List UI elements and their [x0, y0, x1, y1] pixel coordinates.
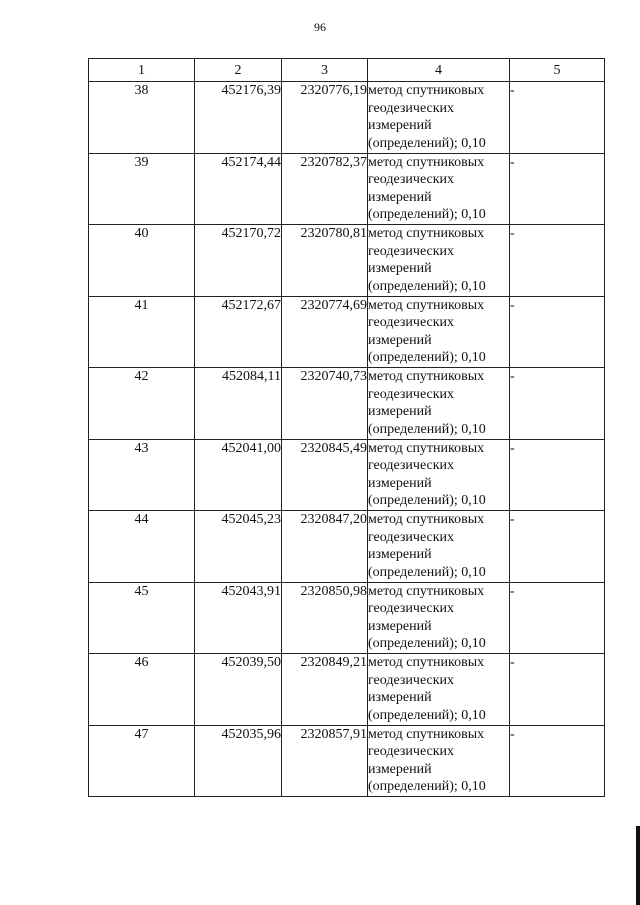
x-coordinate-cell: 452174,44 [195, 153, 282, 225]
y-coordinate-cell: 2320849,21 [282, 654, 368, 726]
method-line: измерений [368, 189, 432, 205]
point-number-cell: 42 [89, 368, 195, 440]
method-cell [368, 296, 510, 368]
method-line: геодезических [368, 458, 455, 473]
table-row [89, 153, 605, 225]
method-line: измерений [368, 547, 432, 562]
method-line: измерений [368, 475, 432, 491]
y-coordinate-cell: 2320847,20 [282, 511, 368, 583]
y-coordinate-cell: 2320774,69 [282, 296, 368, 368]
method-line: метод спутниковых [368, 583, 485, 599]
method-line: метод спутниковых [368, 226, 485, 241]
y-coordinate-cell: 2320845,49 [282, 439, 368, 511]
note-cell: - [510, 82, 605, 154]
method-line: (определений); 0,10 [368, 350, 486, 365]
x-coordinate-cell: 452172,67 [195, 296, 282, 368]
method-line: (определений); 0,10 [368, 421, 486, 437]
note-cell: - [510, 582, 605, 654]
x-coordinate-cell: 452043,91 [195, 582, 282, 654]
table-row [89, 225, 605, 297]
x-coordinate-cell: 452041,00 [195, 439, 282, 511]
point-number-cell: 44 [89, 511, 195, 583]
method-line: метод спутниковых [368, 297, 485, 313]
table-row [89, 439, 605, 511]
method-line: (определений); 0,10 [368, 636, 486, 651]
y-coordinate-cell: 2320776,19 [282, 82, 368, 154]
coordinates-table [88, 58, 605, 797]
point-number-cell: 40 [89, 225, 195, 297]
method-line: метод спутниковых [368, 369, 485, 384]
method-line: метод спутниковых [368, 726, 485, 742]
method-cell [368, 153, 510, 225]
column-header-3: 3 [282, 59, 368, 82]
table-row [89, 368, 605, 440]
method-line: метод спутниковых [368, 83, 485, 98]
method-cell [368, 511, 510, 583]
method-line: (определений); 0,10 [368, 278, 486, 294]
method-line: геодезических [368, 744, 455, 759]
method-line: геодезических [368, 529, 455, 545]
method-cell [368, 725, 510, 797]
method-line: (определений); 0,10 [368, 779, 486, 794]
method-line: метод спутниковых [368, 512, 485, 527]
method-line: измерений [368, 618, 432, 634]
point-number-cell: 46 [89, 654, 195, 726]
y-coordinate-cell: 2320740,73 [282, 368, 368, 440]
method-line: метод спутниковых [368, 655, 485, 670]
method-line: геодезических [368, 243, 455, 259]
column-header-1: 1 [89, 59, 195, 82]
point-number-cell: 43 [89, 439, 195, 511]
point-number-cell: 39 [89, 153, 195, 225]
method-line: геодезических [368, 672, 455, 688]
note-cell: - [510, 439, 605, 511]
x-coordinate-cell: 452176,39 [195, 82, 282, 154]
y-coordinate-cell: 2320782,37 [282, 153, 368, 225]
method-cell [368, 225, 510, 297]
table-row [89, 725, 605, 797]
method-line: геодезических [368, 100, 455, 116]
method-line: метод спутниковых [368, 440, 485, 456]
y-coordinate-cell: 2320780,81 [282, 225, 368, 297]
table-body [89, 82, 605, 797]
point-number-cell: 47 [89, 725, 195, 797]
method-line: измерений [368, 690, 432, 705]
method-line: геодезических [368, 601, 455, 616]
method-cell [368, 654, 510, 726]
y-coordinate-cell: 2320857,91 [282, 725, 368, 797]
method-line: измерений [368, 261, 432, 276]
method-line: измерений [368, 404, 432, 419]
note-cell: - [510, 511, 605, 583]
method-line: измерений [368, 332, 432, 348]
x-coordinate-cell: 452084,11 [195, 368, 282, 440]
table-header-row [89, 59, 605, 82]
method-line: (определений); 0,10 [368, 707, 486, 723]
table-row [89, 296, 605, 368]
method-line: (определений); 0,10 [368, 207, 486, 222]
method-cell [368, 582, 510, 654]
point-number-cell: 45 [89, 582, 195, 654]
table-row [89, 654, 605, 726]
method-line: геодезических [368, 386, 455, 402]
x-coordinate-cell: 452045,23 [195, 511, 282, 583]
method-line: геодезических [368, 172, 455, 187]
method-line: (определений); 0,10 [368, 135, 486, 151]
note-cell: - [510, 368, 605, 440]
page-number: 96 [314, 20, 326, 34]
table-row [89, 582, 605, 654]
table-row [89, 511, 605, 583]
method-line: метод спутниковых [368, 154, 485, 170]
note-cell: - [510, 725, 605, 797]
note-cell: - [510, 153, 605, 225]
table-row [89, 82, 605, 154]
y-coordinate-cell: 2320850,98 [282, 582, 368, 654]
edge-mark [636, 826, 640, 905]
point-number-cell: 38 [89, 82, 195, 154]
method-line: измерений [368, 761, 432, 777]
method-cell [368, 439, 510, 511]
point-number-cell: 41 [89, 296, 195, 368]
x-coordinate-cell: 452170,72 [195, 225, 282, 297]
method-line: (определений); 0,10 [368, 493, 486, 508]
method-cell [368, 82, 510, 154]
method-line: геодезических [368, 315, 455, 330]
method-line: измерений [368, 118, 432, 133]
column-header-4: 4 [368, 59, 510, 82]
method-line: (определений); 0,10 [368, 564, 486, 580]
note-cell: - [510, 225, 605, 297]
method-cell [368, 368, 510, 440]
note-cell: - [510, 654, 605, 726]
x-coordinate-cell: 452039,50 [195, 654, 282, 726]
column-header-2: 2 [195, 59, 282, 82]
note-cell: - [510, 296, 605, 368]
x-coordinate-cell: 452035,96 [195, 725, 282, 797]
column-header-5: 5 [510, 59, 605, 82]
